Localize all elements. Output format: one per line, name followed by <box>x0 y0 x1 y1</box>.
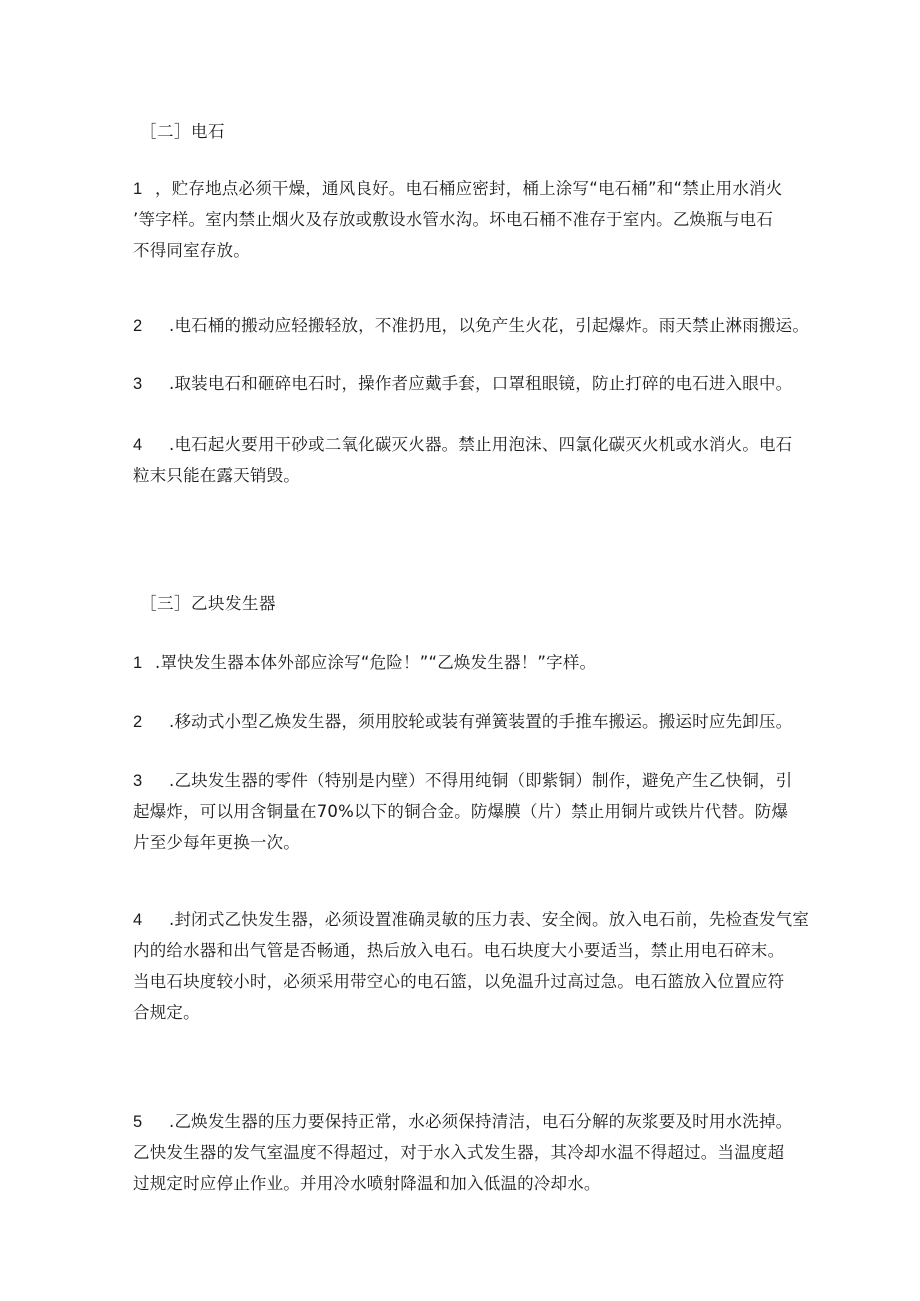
paragraph-4-fire <box>133 429 793 491</box>
paragraph-line <box>133 765 793 796</box>
paragraph-line: 内的给水器和出气管是否畅通，热后放入电石。电石块度大小要适当，禁止用电石碎末。 <box>133 941 785 960</box>
line-text: .罩快发生器本体外部应涂写“危险！”“乙焕发生器！”字样。 <box>155 653 597 672</box>
line-text: .乙块发生器的零件（特别是内壁）不得用纯铜（即紫铜）制作，避免产生乙快铜，引 <box>169 771 793 790</box>
item-number: 3 <box>133 375 143 393</box>
paragraph-line: 当电石块度较小时，必须采用带空心的电石篮，以免温升过高过急。电石篮放入位置应符 <box>133 972 785 991</box>
paragraph-5-pressure <box>133 1106 793 1199</box>
paragraph-line <box>133 706 793 737</box>
paragraph-3-parts <box>133 765 793 858</box>
paragraph-line <box>133 310 810 341</box>
paragraph-line <box>133 1106 793 1137</box>
line-text: .电石桶的搬动应轻搬轻放，不准扔甩，以免产生火花，引起爆炸。雨天禁止淋雨搬运。 <box>169 316 810 335</box>
item-number: 4 <box>133 436 143 454</box>
item-number: 2 <box>133 713 143 731</box>
paragraph-2-transport <box>133 706 793 737</box>
paragraph-1-marking <box>133 647 793 678</box>
paragraph-line <box>133 368 793 399</box>
item-number: 3 <box>133 772 143 790</box>
line-text: .乙焕发生器的压力要保持正常，水必须保持清洁，电石分解的灰浆要及时用水洗掉。 <box>169 1112 793 1131</box>
paragraph-2-handling <box>133 310 810 341</box>
item-number: 4 <box>133 911 143 929</box>
paragraph-line <box>133 904 810 935</box>
paragraph-line <box>133 429 793 460</box>
line-text: .电石起火要用干砂或二氧化碳灭火器。禁止用泡沫、四氯化碳灭火机或水消火。电石 <box>169 435 793 454</box>
paragraph-line <box>133 173 793 204</box>
item-number: 1 <box>133 180 143 198</box>
line-text: .封闭式乙快发生器，必须设置准确灵敏的压力表、安全阀。放入电石前，先检查发气室 <box>169 910 810 929</box>
paragraph-line: 乙快发生器的发气室温度不得超过，对于水入式发生器，其冷却水温不得超过。当温度超 <box>133 1143 785 1162</box>
line-text: .移动式小型乙焕发生器，须用胶轮或装有弹簧装置的手推车搬运。搬运时应先卸压。 <box>169 712 793 731</box>
paragraph-4-closed-generator <box>133 904 810 1028</box>
paragraph-1-storage <box>133 173 793 266</box>
item-number: 2 <box>133 317 143 335</box>
paragraph-line: 起爆炸，可以用含铜量在70%以下的铜合金。防爆膜（片）禁止用铜片或铁片代替。防爆 <box>133 802 789 821</box>
paragraph-line: ’等字样。室内禁止烟火及存放或敷设水管水沟。坏电石桶不准存于室内。乙焕瓶与电石 <box>133 210 774 229</box>
section-heading-carbide: ［二］电石 <box>140 122 225 141</box>
paragraph-line: 合规定。 <box>133 1003 200 1022</box>
item-number: 1 <box>133 654 143 672</box>
section-heading-generator: ［三］乙块发生器 <box>140 594 276 613</box>
paragraph-line: 过规定时应停止作业。并用冷水喷射降温和加入低温的冷却水。 <box>133 1174 601 1193</box>
paragraph-line: 片至少每年更换一次。 <box>133 833 300 852</box>
line-text: .取装电石和砸碎电石时，操作者应戴手套，口罩租眼镜，防止打碎的电石进入眼中。 <box>169 374 793 393</box>
line-text: ，贮存地点必须干燥，通风良好。电石桶应密封，桶上涂写“电石桶”和“禁止用水消火 <box>155 179 783 198</box>
paragraph-line: 不得同室存放。 <box>133 241 250 260</box>
paragraph-3-protection <box>133 368 793 399</box>
paragraph-line <box>133 647 793 678</box>
item-number: 5 <box>133 1113 143 1131</box>
paragraph-line: 粒末只能在露天销毁。 <box>133 466 300 485</box>
